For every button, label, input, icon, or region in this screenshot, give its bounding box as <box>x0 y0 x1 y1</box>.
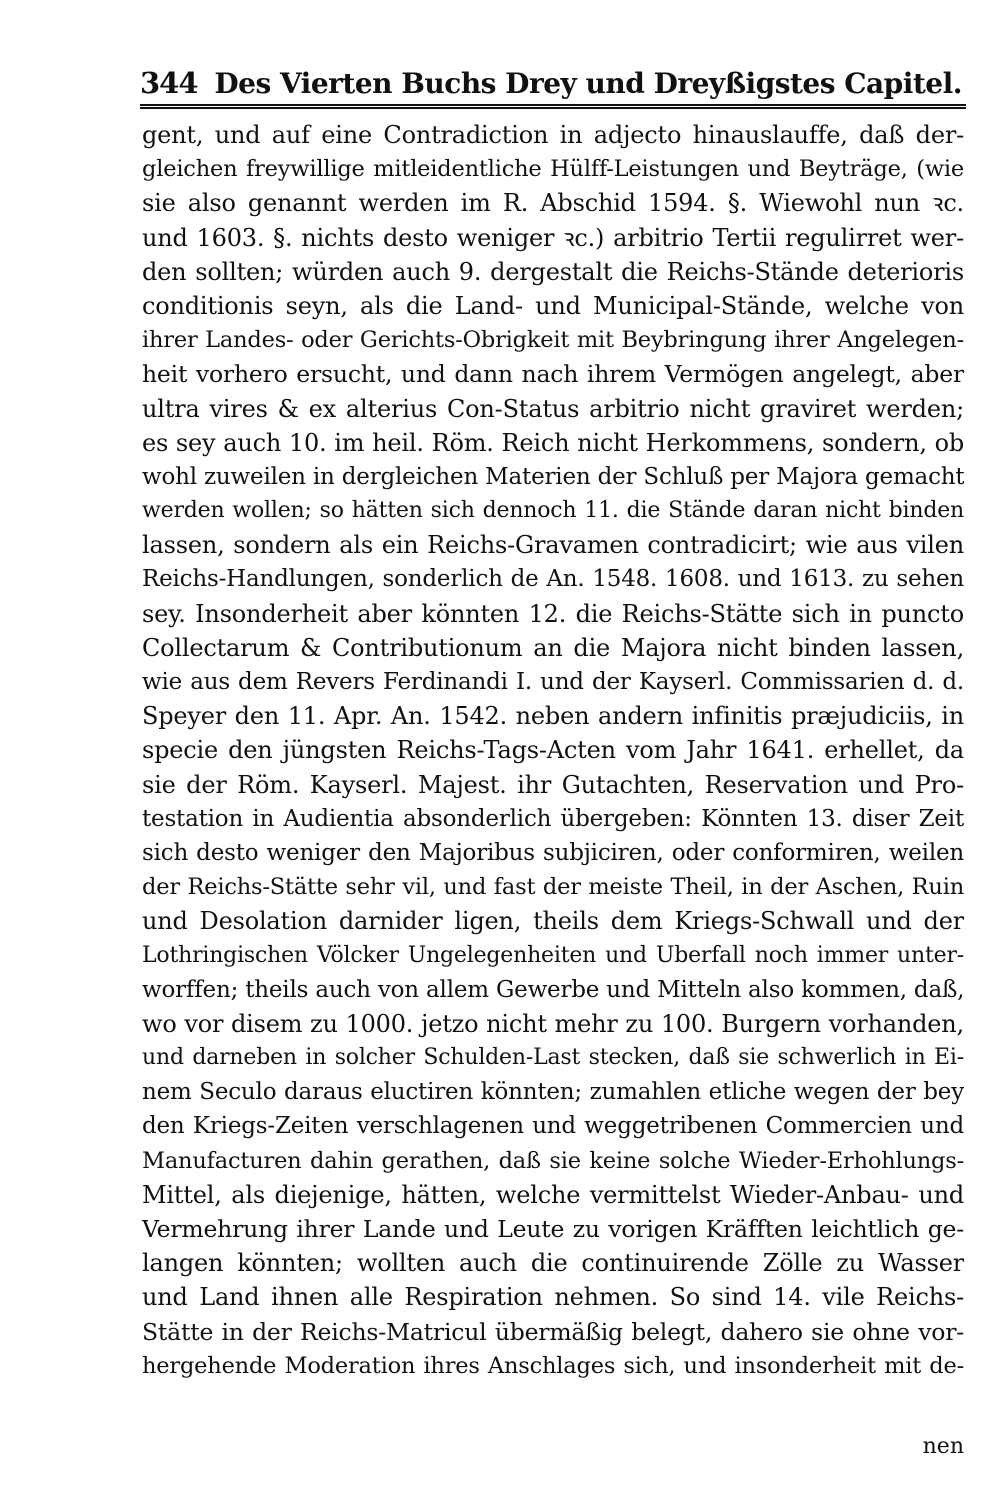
text-line: sich desto weniger den Majoribus subjiciren, oder conformiren, weilen <box>142 839 964 866</box>
text-line: Vermehrung ihrer Lande und Leute zu vorigen Kräfften leichtlich ge- <box>142 1215 964 1243</box>
text-line: heit vorhero ersucht, und dann nach ihrem Vermögen angelegt, aber <box>142 360 964 389</box>
text-line: Speyer den 11. Apr. An. 1542. neben andern infinitis præjudiciis, in <box>142 702 964 731</box>
text-line: nem Seculo daraus eluctiren könnten; zumahlen etliche wegen der bey <box>142 1079 964 1106</box>
text-line: lassen, sondern als ein Reichs-Gravamen contradicirt; wie aus vilen <box>142 531 964 560</box>
text-line: wo vor disem zu 1000. jetzo nicht mehr zu 100. Burgern vorhanden, <box>142 1009 964 1038</box>
page-header <box>140 52 962 100</box>
text-line: sie also genannt werden im R. Abschid 1594. §. Wiewohl nun ꝛc. <box>142 189 964 218</box>
text-line: specie den jüngsten Reichs-Tags-Acten vom Jahr 1641. erhellet, da <box>142 736 964 765</box>
running-title: Des Vierten Buchs Drey und Dreyßigstes Capitel. <box>214 67 962 100</box>
page-number: 344 <box>140 66 198 100</box>
text-line: Reichs-Handlungen, sonderlich de An. 1548. 1608. und 1613. zu sehen <box>142 566 964 593</box>
text-line: werden wollen; so hätten sich dennoch 11. die Stände daran nicht binden <box>142 498 964 524</box>
header-rule <box>140 104 966 109</box>
text-line: den sollten; würden auch 9. dergestalt die Reichs-Stände deterioris <box>142 257 964 286</box>
text-line: gent, und auf eine Contradiction in adjecto hinauslauffe, daß der- <box>142 121 964 149</box>
text-line: wie aus dem Revers Ferdinandi I. und der Kayserl. Commissarien d. d. <box>142 669 964 695</box>
catchword: nen <box>922 1434 964 1459</box>
text-line: und Desolation darnider ligen, theils dem Kriegs-Schwall und der <box>142 907 964 936</box>
text-line: wohl zuweilen in dergleichen Materien der Schluß per Majora gemacht <box>142 463 964 490</box>
text-line: hergehende Moderation ihres Anschlages sich, und insonderheit mit de- <box>142 1352 964 1379</box>
text-line: den Kriegs-Zeiten verschlagenen und weggetribenen Commercien und <box>142 1113 964 1140</box>
text-line: es sey auch 10. im heil. Röm. Reich nicht Herkommens, sondern, ob <box>142 428 964 457</box>
text-line: und Land ihnen alle Respiration nehmen. So sind 14. vile Reichs- <box>142 1283 964 1312</box>
text-line: der Reichs-Stätte sehr vil, und fast der meiste Theil, in der Aschen, Ruin <box>142 874 964 901</box>
text-line: gleichen freywillige mitleidentliche Hülff-Leistungen und Beyträge, (wie <box>142 156 964 183</box>
text-line: Mittel, als diejenige, hätten, welche vermittelst Wieder-Anbau- und <box>142 1180 964 1209</box>
text-line: sie der Röm. Kayserl. Majest. ihr Gutachten, Reservation und Pro- <box>142 770 964 799</box>
text-line: sey. Insonderheit aber könnten 12. die Reichs-Stätte sich in puncto <box>142 599 964 628</box>
body-text <box>142 118 964 1383</box>
text-line: conditionis seyn, als die Land- und Municipal-Stände, welche von <box>142 291 964 320</box>
text-line: Manufacturen dahin gerathen, daß sie keine solche Wieder-Erhohlungs- <box>142 1147 964 1174</box>
text-line: ultra vires & ex alterius Con-Status arbitrio nicht graviret werden; <box>142 394 964 423</box>
text-line: testation in Audientia absonderlich übergeben: Könnten 13. diser Zeit <box>142 805 964 832</box>
text-line: Lothringischen Völcker Ungelegenheiten und Uberfall noch immer unter- <box>142 942 964 968</box>
text-line: und 1603. §. nichts desto weniger ꝛc.) arbitrio Tertii regulirret wer- <box>142 223 964 252</box>
text-line: langen könnten; wollten auch die continuirende Zölle zu Wasser <box>142 1249 964 1278</box>
text-line: Collectarum & Contributionum an die Majora nicht binden lassen, <box>142 633 964 662</box>
text-line: und darneben in solcher Schulden-Last stecken, daß sie schwerlich in Ei- <box>142 1045 964 1071</box>
text-line: ihrer Landes- oder Gerichts-Obrigkeit mit Beybringung ihrer Angelegen- <box>142 327 964 354</box>
text-line: Stätte in der Reichs-Matricul übermäßig belegt, dahero sie ohne vor- <box>142 1317 964 1346</box>
text-line: worffen; theils auch von allem Gewerbe und Mitteln also kommen, daß, <box>142 976 964 1003</box>
